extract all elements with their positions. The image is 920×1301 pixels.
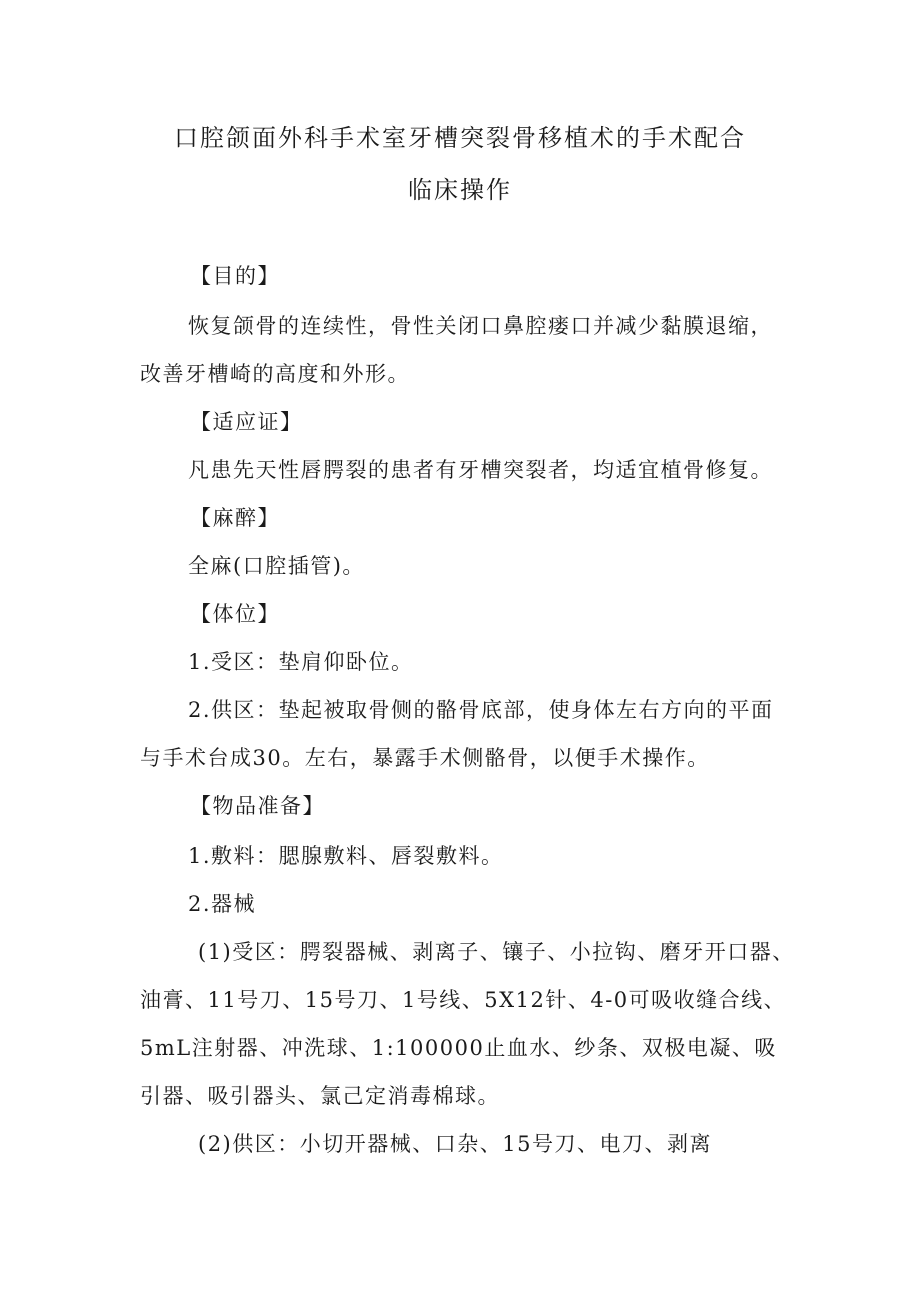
paragraph-line: 油膏、11号刀、15号刀、1号线、5X12针、4-0可吸收缝合线、 xyxy=(140,988,787,1012)
paragraph-line: 凡患先天性唇腭裂的患者有牙槽突裂者，均适宜植骨修复。 xyxy=(188,458,773,482)
section-heading-anesthesia: 【麻醉】 xyxy=(190,506,280,530)
section-heading-purpose: 【目的】 xyxy=(190,264,280,288)
paragraph-line: 5mL注射器、冲洗球、1:100000止血水、纱条、双极电凝、吸 xyxy=(140,1036,777,1060)
document-title-line-2: 临床操作 xyxy=(408,176,512,204)
paragraph-line: 2.器械 xyxy=(188,892,257,916)
paragraph-line: 恢复颌骨的连续性，骨性关闭口鼻腔瘘口并减少黏膜退缩， xyxy=(188,314,773,338)
paragraph-line: 引器、吸引器头、氯己定消毒棉球。 xyxy=(140,1084,500,1108)
paragraph-line: (2)供区：小切开器械、口杂、15号刀、电刀、剥离 xyxy=(198,1132,712,1156)
paragraph-line: 1.敷料：腮腺敷料、唇裂敷料。 xyxy=(188,844,504,868)
section-heading-position: 【体位】 xyxy=(190,602,280,626)
document-title-line-1: 口腔颌面外科手术室牙槽突裂骨移植术的手术配合 xyxy=(174,124,746,152)
section-heading-indication: 【适应证】 xyxy=(190,410,303,434)
paragraph-line: 1.受区：垫肩仰卧位。 xyxy=(188,650,414,674)
paragraph-line: 改善牙槽崎的高度和外形。 xyxy=(140,362,410,386)
section-heading-supplies: 【物品准备】 xyxy=(190,794,325,818)
paragraph-line: 2.供区：垫起被取骨侧的骼骨底部，使身体左右方向的平面 xyxy=(188,698,774,722)
paragraph-line: (1)受区：腭裂器械、剥离子、镶子、小拉钩、磨牙开口器、 xyxy=(198,940,795,964)
paragraph-line: 全麻(口腔插管)。 xyxy=(188,554,365,578)
paragraph-line: 与手术台成30。左右，暴露手术侧骼骨，以便手术操作。 xyxy=(140,746,710,770)
